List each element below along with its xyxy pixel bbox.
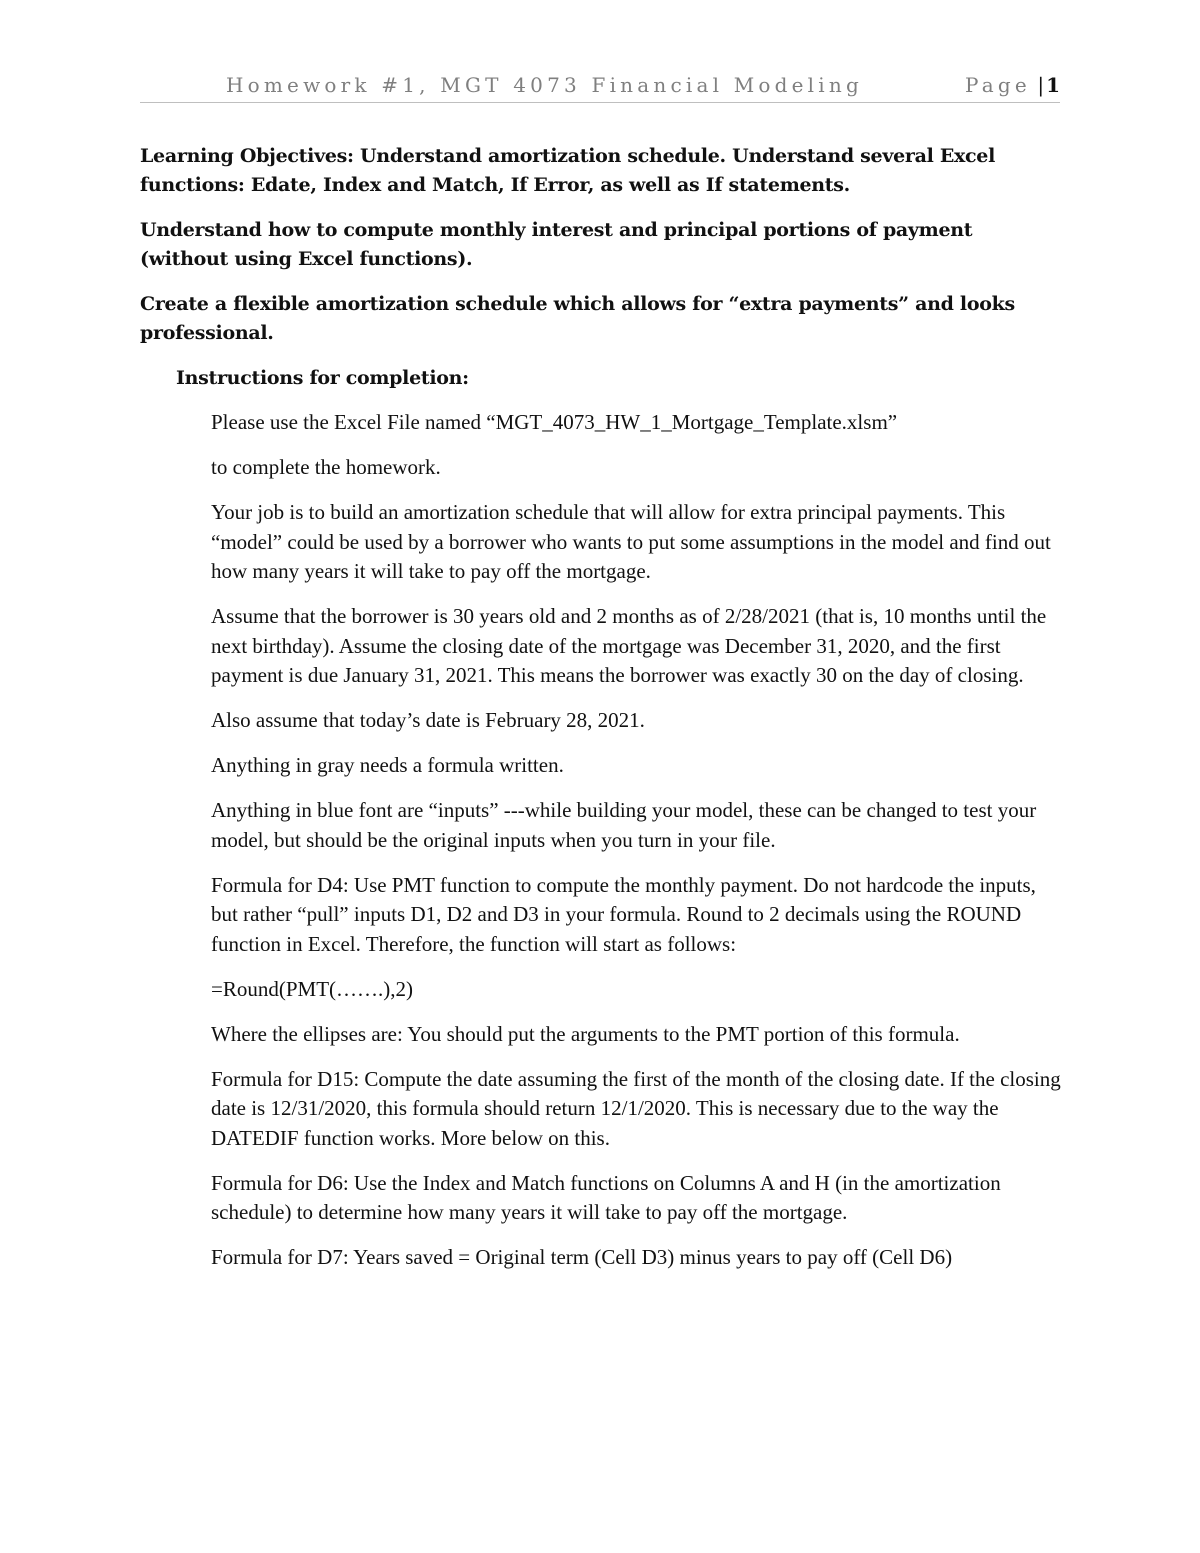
instruction-paragraph: to complete the homework.	[211, 455, 441, 479]
header-title: Homework #1, MGT 4073 Financial Modeling	[226, 73, 863, 97]
instruction-paragraph: Assume that the borrower is 30 years old and 2 months as of 2/28/2021 (that is, 10 months until the next birthday). Assume the closing date of the mortgage was December 31, 2020, and the first payment is due January 31, 2021. This means the borrower was exactly 30 on the day of closing.	[211, 604, 1047, 687]
instructions-heading: Instructions for completion:	[176, 367, 469, 389]
formula-example: =Round(PMT(…….),2)	[211, 976, 414, 1001]
header-page-label: Page	[965, 73, 1031, 97]
instruction-paragraph: Also assume that today’s date is February 28, 2021.	[211, 708, 645, 732]
instruction-paragraph: Formula for D7: Years saved = Original term (Cell D3) minus years to pay off (Cell D6)	[211, 1245, 953, 1269]
objective-paragraph: Learning Objectives: Understand amortization schedule. Understand several Excel functions: Edate, Index and Match, If Error, as well as If statements.	[140, 145, 996, 196]
instruction-paragraph: Please use the Excel File named “MGT_4073_HW_1_Mortgage_Template.xlsm”	[211, 410, 898, 434]
header-separator: |	[1037, 73, 1045, 97]
header-page-num: 1	[1046, 73, 1060, 97]
instructions-body	[211, 408, 1061, 1288]
instruction-paragraph: Formula for D6: Use the Index and Match functions on Columns A and H (in the amortization schedule) to determine how many years it will take to pay off the mortgage.	[211, 1170, 1001, 1224]
learning-objectives	[140, 142, 1060, 364]
instruction-paragraph: Where the ellipses are: You should put the arguments to the PMT portion of this formula.	[211, 1021, 960, 1046]
instruction-paragraph: Formula for D15: Compute the date assuming the first of the month of the closing date. If the closing date is 12/31/2020, this formula should return 12/1/2020. This is necessary due to the way the DATEDIF function works. More below on this.	[211, 1066, 1061, 1150]
header-page-number	[965, 73, 1060, 97]
objective-paragraph: Create a flexible amortization schedule which allows for “extra payments” and looks professional.	[140, 293, 1015, 344]
instruction-paragraph: Your job is to build an amortization schedule that will allow for extra principal payments. This “model” could be used by a borrower who wants to put some assumptions in the model and find out how many years it will take to pay off the mortgage.	[211, 500, 1051, 583]
objective-paragraph: Understand how to compute monthly interest and principal portions of payment (without using Excel functions).	[140, 219, 973, 270]
instruction-paragraph: Anything in gray needs a formula written.	[211, 753, 564, 777]
page-header	[140, 72, 1060, 103]
instruction-paragraph: Anything in blue font are “inputs” ---while building your model, these can be changed to test your model, but should be the original inputs when you turn in your file.	[211, 798, 1037, 852]
instruction-paragraph: Formula for D4: Use PMT function to compute the monthly payment. Do not hardcode the inputs, but rather “pull” inputs D1, D2 and D3 in your formula. Round to 2 decimals using the ROUND function in Excel. Therefore, the function will start as follows:	[211, 872, 1036, 956]
